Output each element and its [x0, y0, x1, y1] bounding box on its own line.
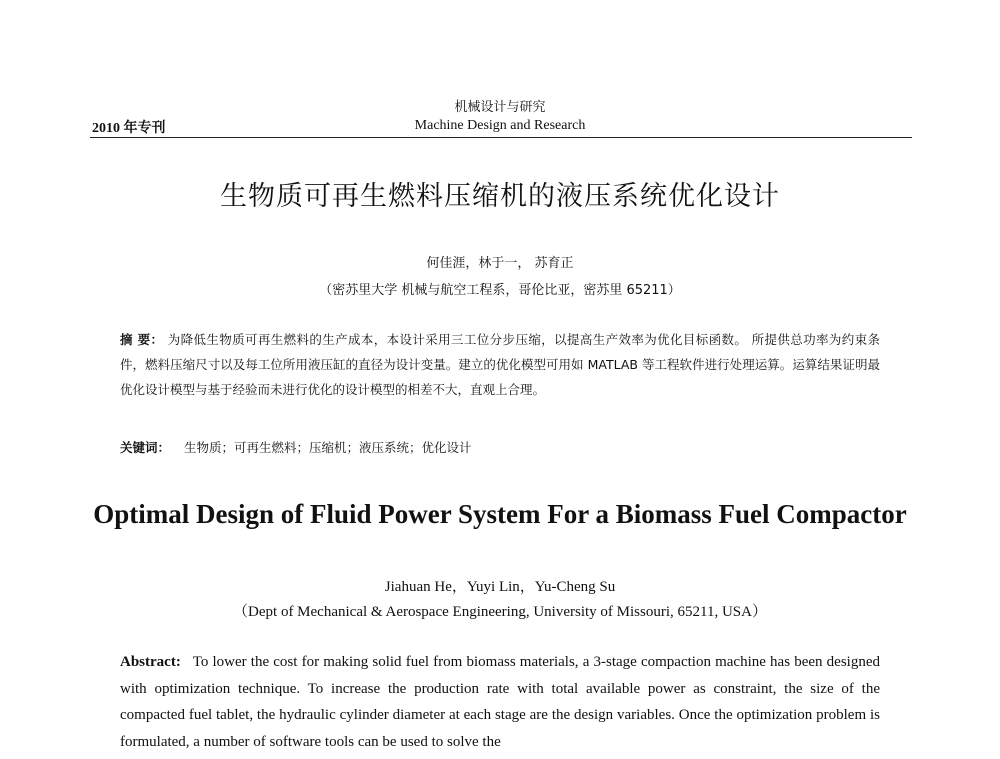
- keywords-cn: [120, 438, 880, 456]
- keywords-cn-label: 关键词：: [120, 440, 171, 455]
- header-rule: [90, 137, 912, 138]
- abstract-cn: [120, 327, 880, 402]
- affiliation-cn: （密苏里大学 机械与航空工程系，哥伦比亚，密苏里 65211）: [319, 283, 681, 298]
- abstract-en-text: To lower the cost for making solid fuel from biomass materials, a 3-stage compaction machine has been designed with optimization technique. To increase the production rate with total available power as constraint, the size of the compacted fuel tablet, the hydraulic cylinder diameter at each stage are the design variables. Once the optimization problem is formulated, a number of software tools can be used to solve the: [120, 654, 881, 750]
- authors-cn: 何佳涯，林于一， 苏育正: [426, 256, 574, 271]
- keywords-cn-text: 生物质；可再生燃料；压缩机；液压系统；优化设计: [184, 440, 472, 455]
- authors-en: Jiahuan He，Yuyi Lin，Yu-Cheng Su: [384, 579, 616, 595]
- abstract-en: [120, 649, 880, 755]
- journal-name-en: Machine Design and Research: [414, 118, 586, 133]
- abstract-cn-text: 为降低生物质可再生燃料的生产成本，本设计采用三工位分步压缩，以提高生产效率为优化目标函数。 所提供总功率为约束条件，燃料压缩尺寸以及每工位所用液压缸的直径为设计变量。建立的优化模型可用如 MATLAB 等工程软件进行处理运算。运算结果证明最优化设计模型与基于经验而未进行优化的设计模型的相差不大，直观上合理。: [120, 332, 880, 397]
- paper-title-en: Optimal Design of Fluid Power System For a Biomass Fuel Compactor: [93, 499, 907, 529]
- affiliation-en: （Dept of Mechanical & Aerospace Engineering, University of Missouri, 65211, USA）: [233, 604, 767, 620]
- journal-name-cn: 机械设计与研究: [454, 99, 546, 114]
- issue-label: 2010 年专刊: [92, 121, 166, 136]
- abstract-cn-label: 摘 要：: [120, 332, 164, 347]
- abstract-en-label: Abstract:: [120, 654, 181, 670]
- paper-title-cn: 生物质可再生燃料压缩机的液压系统优化设计: [220, 181, 780, 212]
